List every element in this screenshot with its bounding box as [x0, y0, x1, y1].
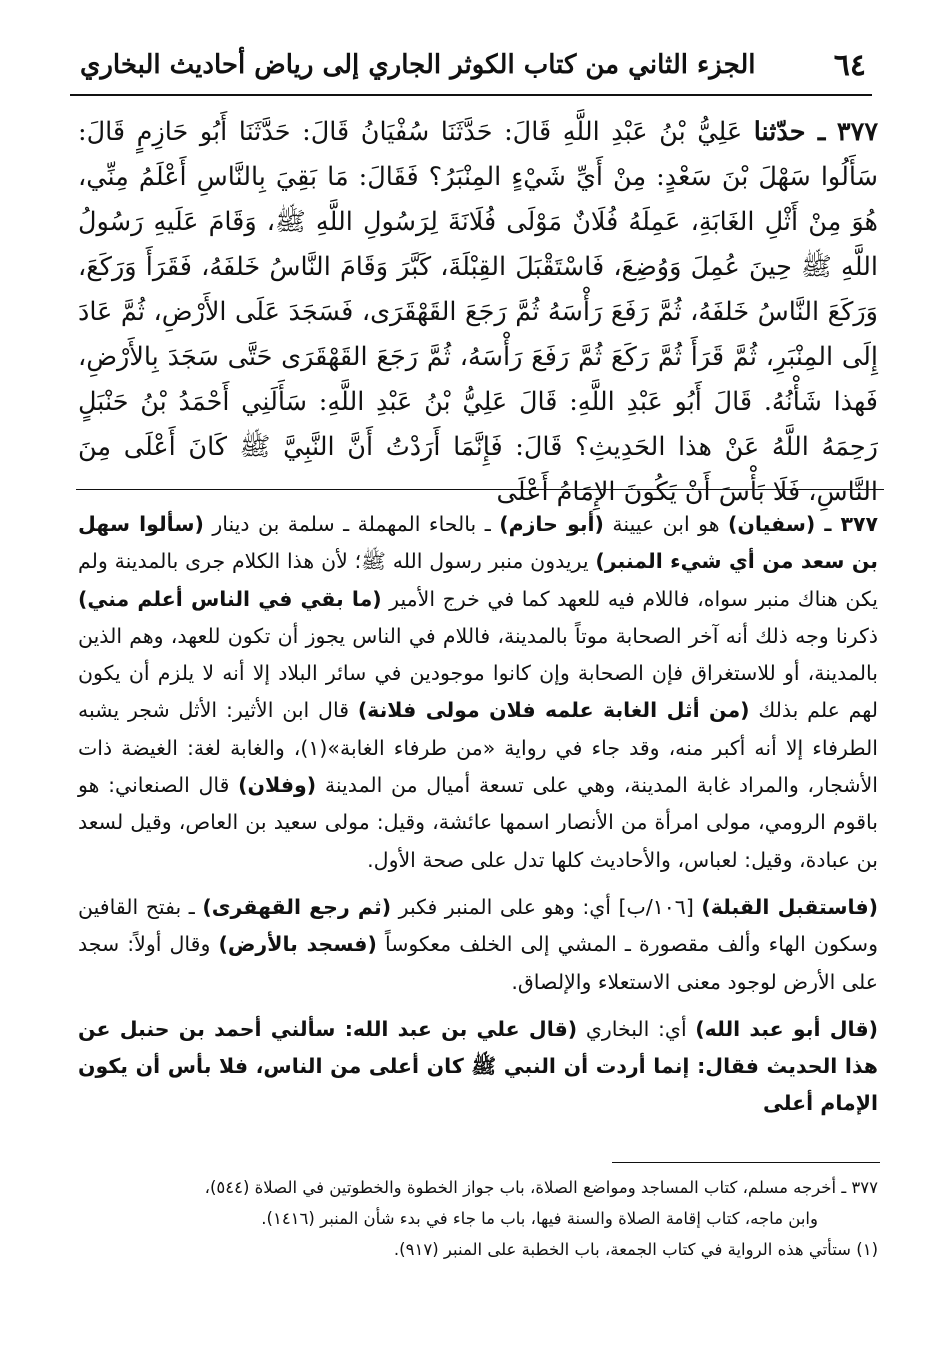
commentary-lemma: (وفلان) [238, 773, 317, 798]
commentary-text: قال الصنعاني: هو باقوم الرومي، مولى امرأة من الأنصار اسمها عائشة، وقيل: مولى سعيد بن العاص، وقيل لسعد بن عبادة، وقيل: لعباس، والأحاديث كلها تدل على صحة الأول. [78, 773, 878, 872]
commentary-text: قال ابن الأثير: الأثل شجر يشبه الطرفاء إلا أنه أكبر منه، وقد جاء في رواية «من طرفاء الغابة»(١)، والغابة لغة: الغيضة ذات الأشجار، والمراد غابة المدينة، وهي على تسعة أميال من المدينة [78, 698, 878, 798]
footnote-takhrij: ٣٧٧ ـ أخرجه مسلم، كتاب المساجد ومواضع الصلاة، باب جواز الخطوة والخطوتين في الصلاة (٥٤٤)، [204, 1178, 878, 1197]
hadith-text [78, 110, 878, 515]
commentary-text: وقال أولاً: سجد على الأرض لوجود معنى الاستعلاء والإلصاق. [78, 932, 878, 994]
footnote-takhrij-cont: وابن ماجه، كتاب إقامة الصلاة والسنة فيها، باب ما جاء في بدء شأن المنبر (١٤١٦). [261, 1209, 818, 1228]
hadith-paragraph: ٣٧٧ ـ حدّثنا عَلِيُّ بْنُ عَبْدِ اللَّهِ قَالَ: حَدَّثَنَا سُفْيَانُ قَالَ: حَدَّثَنَا أَبُو حَازِمٍ قَالَ: سَأَلُوا سَهْلَ بْنَ سَعْدٍ: مِنْ أَيِّ شَيْءٍ المِنْبَرُ؟ فَقَالَ: مَا بَقِيَ بِالنَّاسِ أَعْلَمُ مِنِّي، هُوَ مِنْ أَثْلِ الغَابَةِ، عَمِلَهُ فُلَانٌ مَوْلَى فُلَانَةَ لِرَسُولِ اللَّهِ ﷺ، وَقَامَ عَلَيهِ رَسُولُ اللَّهِ ﷺ حِينَ عُمِلَ وَوُضِعَ، فَاسْتَقْبَلَ القِبْلَةَ، كَبَّرَ وَقَامَ النَّاسُ خَلفَهُ، فَقَرَأَ وَرَكَعَ، وَرَكَعَ النَّاسُ خَلفَهُ، ثُمَّ رَفَعَ رَأْسَهُ ثُمَّ رَجَعَ القَهْقَرَى، فَسَجَدَ عَلَى الأَرْضِ، ثُمَّ عَادَ إِلَى المِنْبَرِ، ثُمَّ قَرَأَ ثُمَّ رَكَعَ ثُمَّ رَفَعَ رَأْسَهُ، ثُمَّ رَجَعَ القَهْقَرَى حَتَّى سَجَدَ بِالأَرْضِ، فَهذا شَأْنُهُ. قَالَ أَبُو عَبْدِ اللَّهِ: قَالَ عَلِيُّ بْنُ عَبْدِ اللَّهِ: سَأَلَنِي أَحْمَدُ بْنُ حَنْبَلٍ رَحِمَهُ اللَّهُ عَنْ هذا الحَدِيثِ؟ قَالَ: فَإِنَّمَا أَرَدْتُ أَنَّ النَّبِيَّ ﷺ كَانَ أَعْلَى مِنَ النَّاسِ، فَلَا بَأْسَ أَنْ يَكُونَ الإِمَامُ أَعْلَى [78, 117, 879, 507]
commentary-text: ذكرنا وجه ذلك أنه آخر الصحابة موتاً بالمدينة، فاللام في الناس يجوز أن تكون للعهد، وهم الذين بالمدينة، أو للاستغراق فإن الصحابة وإن كانوا موجودين في سائر البلاد إلا أنه لا يلزم أن يكون لهم علم بذلك [78, 623, 878, 723]
commentary-paragraph [78, 506, 878, 879]
commentary-text: [١٠٦/ب] أي: وهو على المنبر فكبر [391, 894, 702, 919]
commentary-lemma: (ما بقي في الناس أعلم مني) [78, 586, 382, 611]
hadith-body: عَلِيُّ بْنُ عَبْدِ اللَّهِ قَالَ: حَدَّثَنَا سُفْيَانُ قَالَ: حَدَّثَنَا أَبُو حَازِمٍ قَالَ: سَأَلُوا سَهْلَ بْنَ سَعْدٍ: مِنْ أَيِّ شَيْءٍ المِنْبَرُ؟ فَقَالَ: مَا بَقِيَ بِالنَّاسِ أَعْلَمُ مِنِّي، هُوَ مِنْ أَثْلِ الغَابَةِ، عَمِلَهُ فُلَانٌ مَوْلَى فُلَانَةَ لِرَسُولِ اللَّهِ ﷺ، وَقَامَ عَلَيهِ رَسُولُ اللَّهِ ﷺ حِينَ عُمِلَ وَوُضِعَ، فَاسْتَقْبَلَ القِبْلَةَ، كَبَّرَ وَقَامَ النَّاسُ خَلفَهُ، فَقَرَأَ وَرَكَعَ، وَرَكَعَ النَّاسُ خَلفَهُ، ثُمَّ رَفَعَ رَأْسَهُ ثُمَّ رَجَعَ القَهْقَرَى، فَسَجَدَ عَلَى الأَرْضِ، ثُمَّ عَادَ إِلَى المِنْبَرِ، ثُمَّ قَرَأَ ثُمَّ رَكَعَ ثُمَّ رَفَعَ رَأْسَهُ، ثُمَّ رَجَعَ القَهْقَرَى حَتَّى سَجَدَ بِالأَرْضِ، فَهذا شَأْنُهُ. قَالَ أَبُو عَبْدِ اللَّهِ: قَالَ عَلِيُّ بْنُ عَبْدِ اللَّهِ: سَأَلَنِي أَحْمَدُ بْنُ حَنْبَلٍ رَحِمَهُ اللَّهُ عَنْ هذا الحَدِيثِ؟ قَالَ: فَإِنَّمَا أَرَدْتُ أَنَّ النَّبِيَّ ﷺ كَانَ أَعْلَى مِنَ النَّاسِ، فَلَا بَأْسَ أَنْ يَكُونَ الإِمَامُ أَعْلَى [78, 117, 878, 507]
commentary-lemma: (ثم رجع القهقرى) [202, 894, 392, 919]
commentary-lemma: (فسجد بالأرض) [218, 932, 377, 957]
footnote-1: (١) ستأتي هذه الرواية في كتاب الجمعة، باب الخطبة على المنبر (٩١٧). [393, 1240, 878, 1259]
commentary-lemma: (سألوا سهل بن سعد من أي شيء المنبر) [78, 512, 878, 574]
commentary-paragraph [78, 889, 878, 1001]
commentary-lemma: (فاستقبل القبلة) [701, 894, 879, 919]
commentary [78, 506, 878, 1133]
isnad-head: حدّثنا [753, 117, 806, 147]
commentary-lemma: ٣٧٧ ـ (سفيان) [728, 512, 878, 536]
page-number: ٦٤ [833, 48, 866, 83]
hadith-number: ٣٧٧ [836, 117, 879, 147]
commentary-text: أي: البخاري [577, 1016, 696, 1041]
running-title: الجزء الثاني من كتاب الكوثر الجاري إلى رياض أحاديث البخاري [80, 50, 756, 80]
commentary-text: ـ بالحاء المهملة ـ سلمة بن دينار [203, 512, 500, 536]
footnotes [90, 1172, 878, 1265]
commentary-lemma: (من أثل الغابة علمه فلان مولى فلانة) [357, 698, 750, 723]
commentary-text: هو ابن عيينة [603, 512, 729, 536]
footnote-rule [612, 1162, 880, 1163]
commentary-text: يريدون منبر رسول الله ﷺ؛ لأن هذا الكلام جرى بالمدينة ولم يكن هناك منبر سواه، فاللام فيه للعهد كما في خرج الأمير [78, 549, 878, 611]
commentary-lemma: (أبو حازم) [499, 512, 604, 536]
commentary-lemma: (قال أبو عبد الله) [695, 1016, 878, 1041]
text-separator-rule [76, 489, 884, 490]
commentary-lemma: (قال علي بن عبد الله: سألني أحمد بن حنبل عن هذا الحديث فقال: إنما أردت أن النبي ﷺ كان أعلى من الناس، فلا بأس أن يكون الإمام أعلى [78, 1016, 878, 1116]
commentary-paragraph [78, 1011, 878, 1123]
commentary-text: ـ بفتح القافين وسكون الهاء وألف مقصورة ـ المشي إلى الخلف معكوساً [78, 894, 878, 957]
page-header [70, 42, 872, 96]
